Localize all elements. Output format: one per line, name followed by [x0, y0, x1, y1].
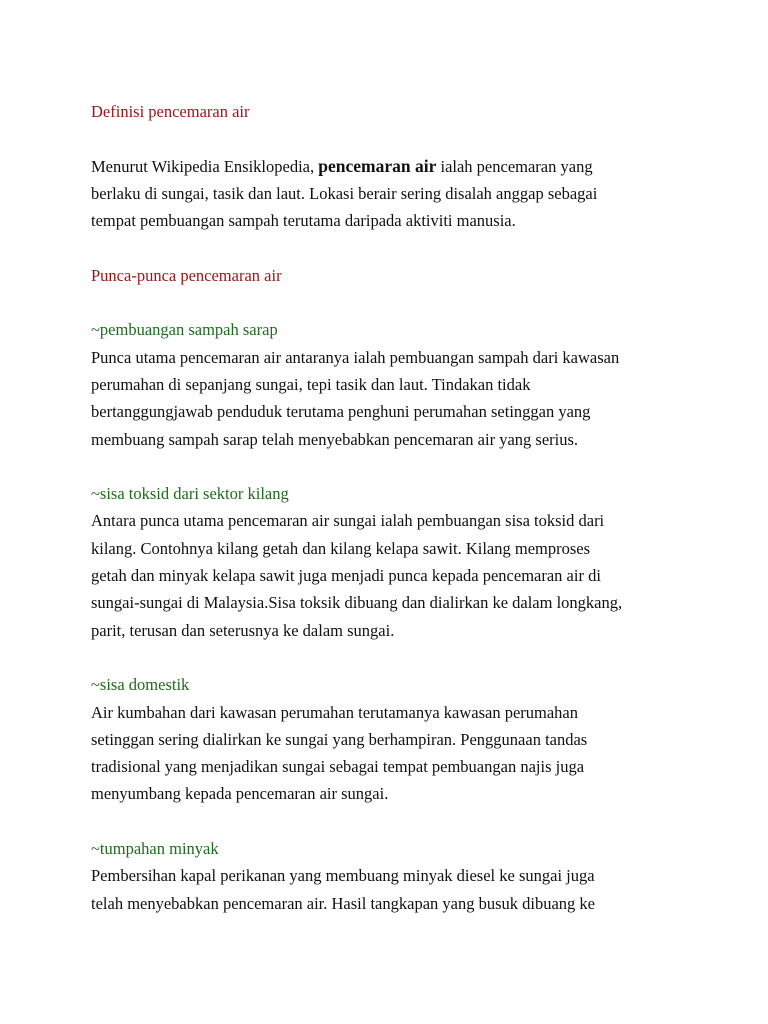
- paragraph-line: Antara punca utama pencemaran air sungai ialah pembuangan sisa toksid dari: [91, 511, 605, 531]
- spacer: [91, 289, 688, 316]
- intro-suffix: ialah pencemaran yang: [436, 156, 593, 176]
- paragraph-line: setinggan sering dialirkan ke sungai yang berhampiran. Penggunaan tandas: [91, 729, 588, 749]
- section-title-toksid: ~sisa toksid dari sektor kilang: [91, 484, 289, 504]
- paragraph-line: tradisional yang menjadikan sungai sebagai tempat pembuangan najis juga: [91, 757, 585, 777]
- spacer: [91, 234, 688, 261]
- intro-prefix: Menurut Wikipedia Ensiklopedia,: [91, 156, 319, 176]
- paragraph-line: sungai-sungai di Malaysia.Sisa toksik dibuang dan dialirkan ke dalam longkang,: [91, 593, 623, 613]
- intro-term: pencemaran air: [318, 155, 437, 176]
- section-title-minyak: ~tumpahan minyak: [91, 839, 219, 859]
- paragraph-line: menyumbang kepada pencemaran air sungai.: [91, 784, 389, 804]
- intro-line: tempat pembuangan sampah terutama daripada aktiviti manusia.: [91, 211, 516, 231]
- paragraph-line: membuang sampah sarap telah menyebabkan pencemaran air yang serius.: [91, 429, 579, 449]
- paragraph-line: Air kumbahan dari kawasan perumahan terutamanya kawasan perumahan: [91, 702, 579, 722]
- paragraph-line: telah menyebabkan pencemaran air. Hasil tangkapan yang busuk dibuang ke: [91, 893, 595, 913]
- heading-punca: Punca-punca pencemaran air: [91, 265, 282, 285]
- spacer: [91, 644, 688, 671]
- spacer: [91, 125, 688, 152]
- paragraph-line: perumahan di sepanjang sungai, tepi tasik dan laut. Tindakan tidak: [91, 374, 531, 394]
- intro-line: berlaku di sungai, tasik dan laut. Lokasi berair sering disalah anggap sebagai: [91, 183, 598, 203]
- section-title-sampah: ~pembuangan sampah sarap: [91, 320, 278, 340]
- spacer: [91, 808, 688, 835]
- paragraph-line: getah dan minyak kelapa sawit juga menjadi punca kepada pencemaran air di: [91, 566, 601, 586]
- heading-definisi: Definisi pencemaran air: [91, 102, 250, 121]
- paragraph-line: parit, terusan dan seterusnya ke dalam sungai.: [91, 620, 395, 640]
- paragraph-line: kilang. Contohnya kilang getah dan kilang kelapa sawit. Kilang memproses: [91, 538, 591, 558]
- paragraph-line: bertanggungjawab penduduk terutama penghuni perumahan setinggan yang: [91, 402, 591, 422]
- spacer: [91, 453, 688, 480]
- paragraph-line: Punca utama pencemaran air antaranya ialah pembuangan sampah dari kawasan: [91, 347, 620, 367]
- paragraph-line: Pembersihan kapal perikanan yang membuang minyak diesel ke sungai juga: [91, 866, 595, 886]
- section-title-domestik: ~sisa domestik: [91, 675, 190, 695]
- intro-line-1: [91, 153, 688, 180]
